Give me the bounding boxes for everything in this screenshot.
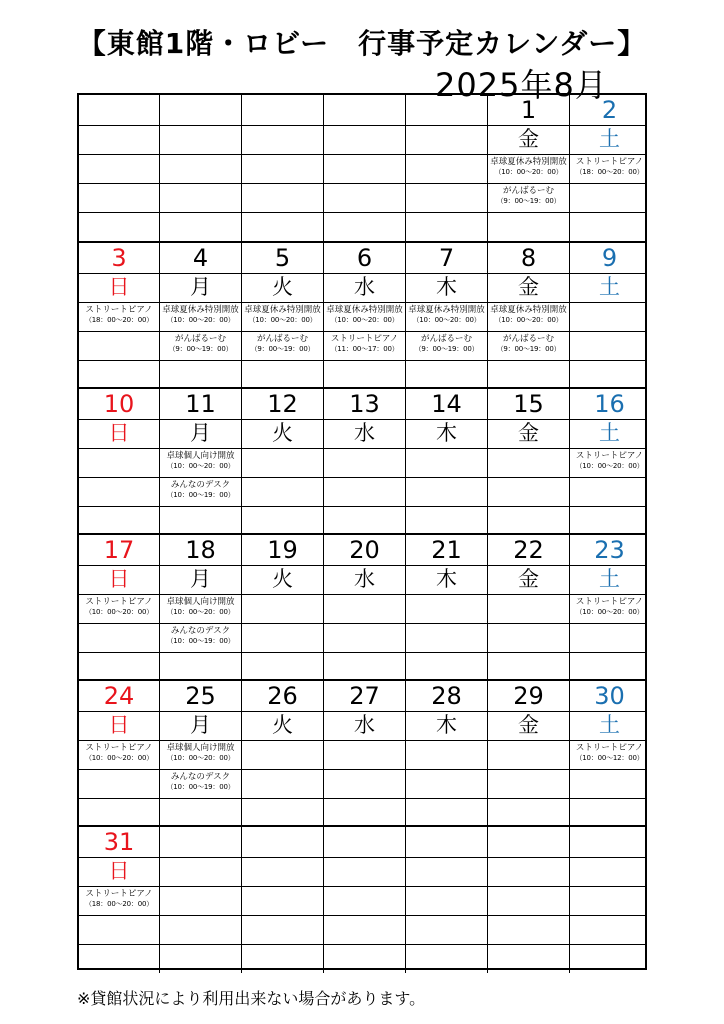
event-name: ストリートピアノ [85,743,153,753]
event-time: （10：00〜20：00） [166,754,235,762]
day-of-week [242,125,323,154]
day-number [160,827,241,857]
day-cell [487,535,569,681]
day-number: 24 [103,682,135,710]
day-of-week: 火 [272,567,293,591]
event-entry [160,740,241,763]
day-number [79,95,159,125]
event-name: 卓球夏休み特別開放 [490,157,567,167]
event-entry [570,740,649,763]
day-of-week: 土 [599,275,620,299]
day-cell [159,243,241,389]
day-of-week [160,125,241,154]
day-cell [569,389,649,535]
event-name: ストリートピアノ [575,743,644,753]
day-of-week: 木 [436,275,457,299]
day-cell [487,243,569,389]
event-entry [406,331,487,354]
day-cell [323,95,405,241]
day-cell [79,827,159,973]
day-number: 9 [601,244,618,272]
day-cell [159,389,241,535]
event-time: （10：00〜19：00） [166,783,235,791]
day-of-week: 水 [354,421,375,445]
day-number: 4 [192,244,209,272]
day-cell [323,243,405,389]
day-cell [487,827,569,973]
day-number: 8 [520,244,537,272]
event-name: 卓球夏休み特別開放 [490,305,567,315]
day-number: 14 [431,390,462,418]
event-time: （10：00〜20：00） [166,608,235,616]
day-number [406,827,487,857]
event-name: ストリートピアノ [330,334,399,344]
day-cell [79,243,159,389]
day-of-week: 金 [518,567,539,591]
event-time: （10：00〜19：00） [166,491,235,499]
event-name: ストリートピアノ [85,305,153,315]
event-entry [570,594,649,617]
day-cell [159,535,241,681]
day-cell [487,95,569,241]
day-number: 29 [513,682,544,710]
day-of-week: 月 [190,275,211,299]
event-entry [160,769,241,792]
day-number: 28 [431,682,462,710]
day-cell [405,389,487,535]
day-number: 18 [185,536,216,564]
event-time: （10：00〜20：00） [330,316,399,324]
day-of-week: 金 [518,127,539,151]
day-number [488,827,569,857]
event-time: （10：00〜20：00） [84,754,154,762]
event-name: 卓球夏休み特別開放 [326,305,403,315]
calendar-week [79,533,645,681]
event-name: ストリートピアノ [85,597,153,607]
event-name: がんばるーむ [502,186,554,196]
event-entry [488,154,569,177]
event-entry [79,740,159,763]
event-time: （10：00〜20：00） [166,316,235,324]
event-entry [160,594,241,617]
day-of-week: 土 [599,127,620,151]
day-number [242,95,323,125]
day-of-week: 土 [599,421,620,445]
event-time: （10：00〜20：00） [494,316,563,324]
day-of-week: 水 [354,713,375,737]
day-of-week: 水 [354,567,375,591]
day-of-week [488,857,569,886]
event-time: （10：00〜19：00） [166,637,235,645]
day-of-week [242,857,323,886]
day-of-week: 日 [108,713,130,737]
footnote: ※貸館状況により利用出来ない場合があります。 [77,989,426,1008]
day-cell [323,389,405,535]
event-time: （10：00〜20：00） [575,608,644,616]
event-name: 卓球夏休み特別開放 [162,305,239,315]
event-name: みんなのデスク [170,626,231,636]
calendar-grid [77,93,647,970]
event-name: 卓球個人向け開放 [166,743,235,753]
event-entry [488,331,569,354]
calendar-title: 【東館1階・ロビー 行事予定カレンダー】 [77,27,647,60]
day-number: 5 [274,244,291,272]
event-time: （18：00〜20：00） [84,900,154,908]
event-name: がんばるーむ [256,334,308,344]
day-cell [323,535,405,681]
day-cell [569,95,649,241]
day-of-week: 月 [190,421,211,445]
day-of-week [324,857,405,886]
day-of-week: 金 [518,421,539,445]
day-cell [487,389,569,535]
day-of-week [406,125,487,154]
day-number: 7 [438,244,455,272]
event-time: （10：00〜12：00） [575,754,644,762]
day-cell [405,681,487,827]
event-entry [570,448,649,471]
day-of-week: 日 [108,859,130,883]
day-of-week: 土 [599,567,620,591]
calendar-week [79,95,645,241]
event-entry [242,302,323,325]
day-number [406,95,487,125]
day-number [242,827,323,857]
day-number: 27 [349,682,380,710]
event-time: （9：00〜19：00） [496,197,561,205]
day-of-week: 木 [436,421,457,445]
day-cell [241,827,323,973]
day-number: 16 [594,390,625,418]
day-of-week: 金 [518,713,539,737]
event-name: がんばるーむ [502,334,554,344]
day-cell [159,827,241,973]
day-number: 10 [103,390,135,418]
day-number [570,827,649,857]
day-number: 23 [594,536,625,564]
day-number: 11 [185,390,216,418]
event-entry [160,302,241,325]
day-number: 20 [349,536,380,564]
event-time: （9：00〜19：00） [250,345,315,353]
event-entry [160,448,241,471]
event-entry [160,623,241,646]
event-time: （11：00〜17：00） [330,345,399,353]
day-of-week: 火 [272,275,293,299]
day-cell [241,243,323,389]
event-entry [488,302,569,325]
day-cell [79,681,159,827]
month-label: 2025年8月 [435,66,608,104]
day-of-week [406,857,487,886]
day-of-week: 木 [436,713,457,737]
day-cell [569,827,649,973]
event-time: （10：00〜20：00） [575,462,644,470]
event-time: （18：00〜20：00） [575,168,644,176]
day-number: 12 [267,390,298,418]
event-entry [160,331,241,354]
event-name: みんなのデスク [170,480,231,490]
calendar-week [79,679,645,827]
day-number: 31 [103,828,135,856]
day-cell [405,243,487,389]
event-time: （9：00〜19：00） [496,345,561,353]
event-time: （10：00〜20：00） [166,462,235,470]
event-entry [324,302,405,325]
day-number: 19 [267,536,298,564]
day-number: 13 [349,390,380,418]
day-cell [79,535,159,681]
day-of-week [160,857,241,886]
day-of-week: 日 [108,567,130,591]
day-number: 26 [267,682,298,710]
event-time: （18：00〜20：00） [84,316,154,324]
day-of-week: 水 [354,275,375,299]
day-of-week: 日 [108,421,130,445]
event-name: 卓球夏休み特別開放 [408,305,485,315]
day-number: 22 [513,536,544,564]
event-entry [79,594,159,617]
day-cell [79,389,159,535]
event-entry [324,331,405,354]
calendar-week [79,241,645,389]
day-of-week: 火 [272,421,293,445]
event-entry [242,331,323,354]
event-time: （9：00〜19：00） [168,345,233,353]
event-entry [79,886,159,909]
day-cell [569,243,649,389]
day-number [324,95,405,125]
day-cell [159,681,241,827]
event-time: （9：00〜19：00） [414,345,479,353]
event-entry [570,154,649,177]
day-of-week [79,125,159,154]
day-of-week: 金 [518,275,539,299]
day-cell [323,681,405,827]
day-number: 17 [103,536,135,564]
day-cell [241,389,323,535]
event-name: みんなのデスク [170,772,231,782]
day-number: 30 [594,682,625,710]
event-name: ストリートピアノ [575,451,644,461]
day-of-week [324,125,405,154]
day-number: 1 [520,96,537,124]
day-cell [569,535,649,681]
event-name: ストリートピアノ [575,157,644,167]
day-cell [241,681,323,827]
day-number: 3 [111,244,127,272]
event-name: がんばるーむ [420,334,472,344]
event-entry [406,302,487,325]
day-cell [241,95,323,241]
event-name: ストリートピアノ [85,889,153,899]
event-entry [79,302,159,325]
event-name: 卓球個人向け開放 [166,451,235,461]
day-of-week [570,857,649,886]
day-cell [405,95,487,241]
day-number: 21 [431,536,462,564]
event-entry [160,477,241,500]
event-name: 卓球夏休み特別開放 [244,305,321,315]
event-name: 卓球個人向け開放 [166,597,235,607]
event-name: ストリートピアノ [575,597,644,607]
day-of-week: 月 [190,567,211,591]
event-time: （10：00〜20：00） [494,168,563,176]
day-cell [241,535,323,681]
event-time: （10：00〜20：00） [412,316,481,324]
day-of-week: 月 [190,713,211,737]
day-cell [569,681,649,827]
day-number [324,827,405,857]
day-number: 2 [601,96,618,124]
day-cell [487,681,569,827]
day-cell [405,535,487,681]
event-time: （10：00〜20：00） [84,608,154,616]
day-cell [79,95,159,241]
day-cell [405,827,487,973]
day-number [160,95,241,125]
day-of-week: 土 [599,713,620,737]
calendar-week [79,825,645,973]
day-number: 6 [356,244,373,272]
day-cell [323,827,405,973]
day-cell [159,95,241,241]
day-number: 15 [513,390,544,418]
day-of-week: 木 [436,567,457,591]
event-time: （10：00〜20：00） [248,316,317,324]
day-number: 25 [185,682,216,710]
day-of-week: 日 [108,275,130,299]
event-entry [488,183,569,206]
event-name: がんばるーむ [174,334,226,344]
calendar-week [79,387,645,535]
day-of-week: 火 [272,713,293,737]
